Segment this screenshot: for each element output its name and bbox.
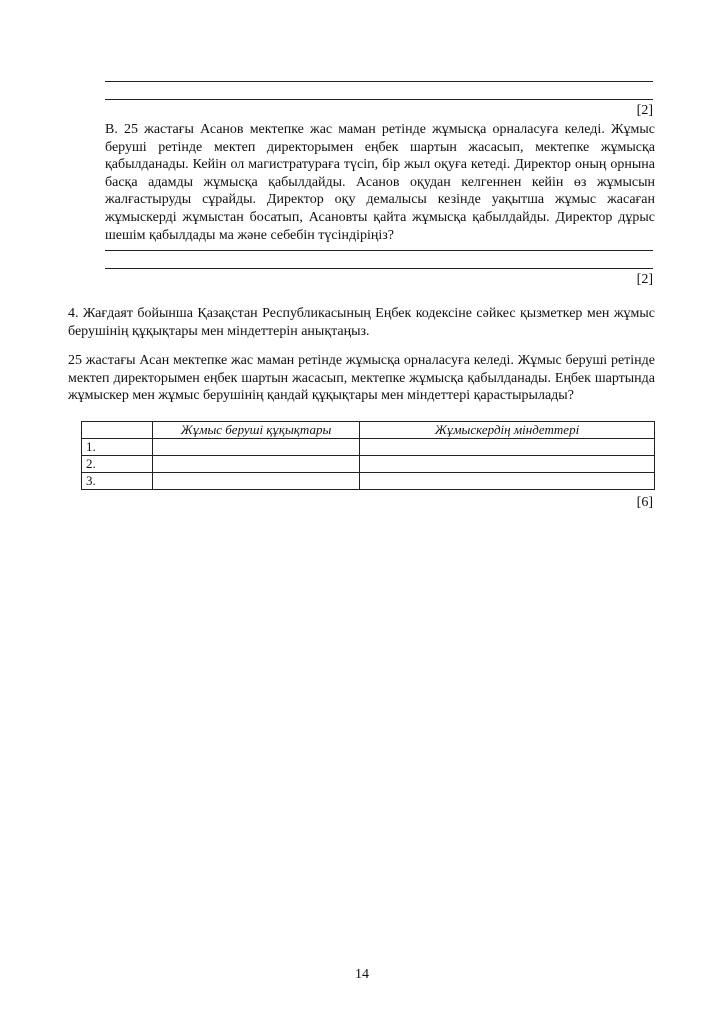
- answer-line: [105, 99, 653, 100]
- row-number: 1.: [82, 439, 153, 456]
- table-row: [82, 456, 655, 473]
- table-header-cell: [82, 422, 153, 439]
- table-header-employer-rights: Жұмыс беруші құқықтары: [153, 422, 360, 439]
- table-header-employee-duties: Жұмыскердің міндеттері: [360, 422, 655, 439]
- mark-label: [6]: [636, 495, 653, 510]
- table-row: [82, 473, 655, 490]
- table-cell[interactable]: [360, 473, 655, 490]
- section-b-text: В. 25 жастағы Асанов мектепке жас маман ретінде жұмысқа орналасуға келеді. Жұмыс беруші ретінде мектеп директорымен еңбек шартын жасасып, мектепке жұмысқа қабылданады. Кейін ол магистратураға түсіп, бір жыл оқуға кетеді. Директор оның орнына басқа адамды жұмысқа қабылдайды. Асанов оқудан келгеннен кейін өз жұмысын жалғастыруды сұрайды. Директор оқу демалысы кезінде уақытша жұмыс жасаған жұмыскерді жұмыстан босатып, Асановты қайта жұмысқа қабылдайды. Директор дұрыс шешім қабылдады ма және себебін түсіндіріңіз?: [105, 122, 655, 243]
- answer-line: [105, 250, 653, 251]
- row-number: 2.: [82, 456, 153, 473]
- question-4-prompt: 4. Жағдаят бойынша Қазақстан Республикасының Еңбек кодексіне сәйкес қызметкер мен жұмыс берушінің құқықтары мен міндеттерін анықтаңыз.: [68, 306, 655, 339]
- table-cell[interactable]: [153, 439, 360, 456]
- answer-line: [105, 268, 653, 269]
- table-header-row: [82, 422, 655, 439]
- table-row: [82, 439, 655, 456]
- page-number: 14: [355, 967, 369, 982]
- answer-line: [105, 81, 653, 82]
- answer-table: [81, 421, 655, 490]
- mark-label: [2]: [636, 103, 653, 118]
- question-4-scenario: 25 жастағы Асан мектепке жас маман ретінде жұмысқа орналасуға келеді. Жұмыс беруші ретінде мектеп директорымен еңбек шартын жасасып, мектепке жұмысқа қабылданады. Еңбек шартында жұмыскер мен жұмыс берушінің қандай құқықтары мен міндеттері қарастырылады?: [68, 353, 655, 404]
- mark-label: [2]: [636, 272, 653, 287]
- table-cell[interactable]: [153, 456, 360, 473]
- table-cell[interactable]: [153, 473, 360, 490]
- table-cell[interactable]: [360, 456, 655, 473]
- table-cell[interactable]: [360, 439, 655, 456]
- row-number: 3.: [82, 473, 153, 490]
